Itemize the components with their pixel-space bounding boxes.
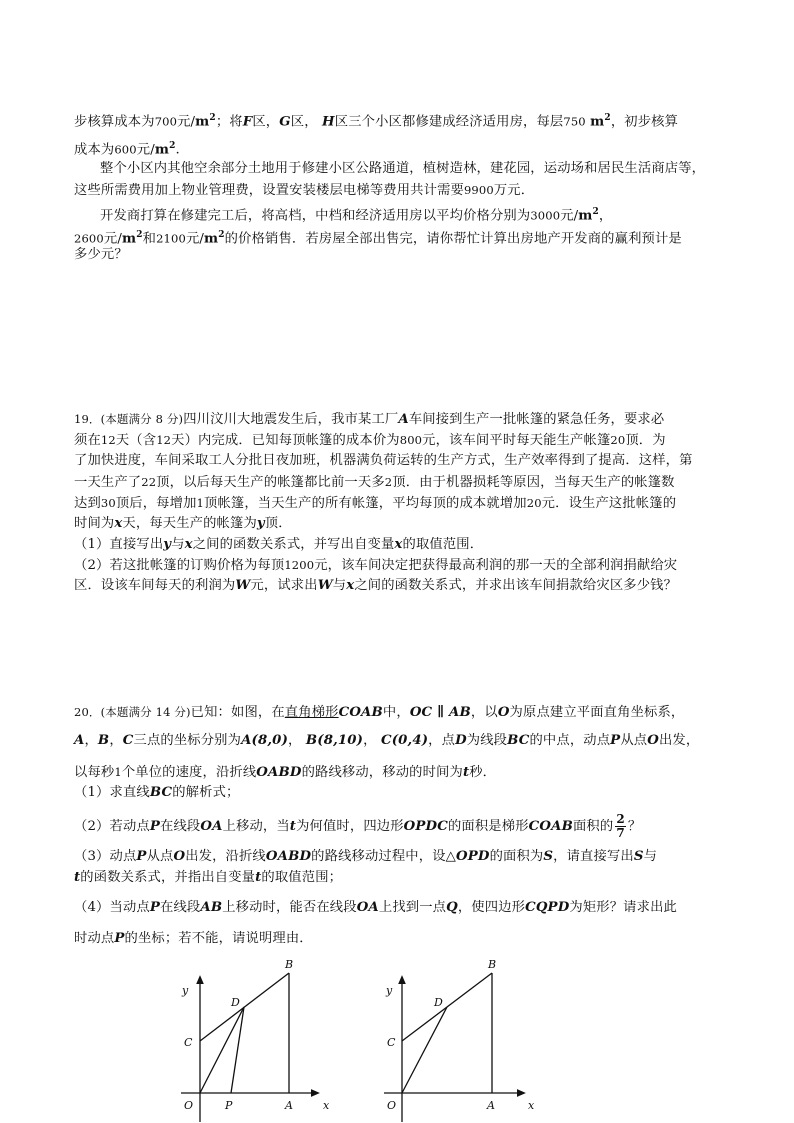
- p18-line-5: 开发商打算在修建完工后，将高档，中档和经济适用房以平均价格分别为3000元$/m^2$，: [100, 207, 613, 224]
- label-D: D: [434, 996, 443, 1009]
- p18-line-3: 整个小区内其他空余部分土地用于修建小区公路通道，植树造林，建花园，运动场和居民生活商店等，: [100, 161, 706, 176]
- p20-question-2: （2）若动点P在线段OA上移动，当t为何值时，四边形OPDC的面积是梯形COAB面积的 $\frac{2}{7}$ ？: [74, 812, 642, 840]
- segment-OD: [402, 1007, 447, 1093]
- label-y: y: [182, 984, 189, 997]
- p18-line-7: 多少元？: [74, 247, 128, 262]
- p19-line-6: 时间为x天，每天生产的帐篷为y顶．: [74, 516, 292, 531]
- label-A: A: [285, 1099, 293, 1112]
- fraction-two-sevenths: $\frac{2}{7}$: [616, 812, 625, 840]
- p18-line-2: 成本为600元$/m^2$.: [74, 141, 180, 158]
- p18-line-1: 步核算成本为700元$/m^2$；将F区，G区， H区三个小区都修建成经济适用房，每层750 $m^2$，初步核算: [74, 113, 679, 130]
- p19-line-3: 了加快进度，车间采取工人分批日夜加班，机器满负荷运转的生产方式，生产效率得到了提高．这样，第: [74, 453, 693, 468]
- p19-question-1: （1）直接写出y与x之间的函数关系式，并写出自变量x的取值范围．: [74, 537, 484, 552]
- p19-line-5: 达到30顶后，每增加1顶帐篷，当天生产的所有帐篷，平均每顶的成本就增加20元．设生产这批帐篷的: [74, 496, 677, 511]
- label-D: D: [231, 996, 240, 1009]
- p20-question-1: （1）求直线BC的解析式；: [74, 785, 240, 800]
- p19-line-4: 一天生产了22顶，以后每天生产的帐篷都比前一天多2顶．由于机器损耗等原因，当每天生产的帐篷数: [74, 475, 675, 490]
- label-y: y: [386, 984, 393, 997]
- label-P: P: [225, 1099, 233, 1112]
- p20-line-1: 20．(本题满分 14 分)已知：如图，在直角梯形COAB中，OC ∥ AB，以O为原点建立平面直角坐标系，: [74, 705, 685, 720]
- p20-question-3: （3）动点P从点O出发，沿折线OABD的路线移动过程中，设△OPD的面积为S，请直接写出S与: [74, 849, 658, 864]
- p20-line-2: A，B，C三点的坐标分别为A(8,0)， B(8,10)， C(0,4)，点D为线段BC的中点，动点P从点O出发，: [74, 733, 700, 748]
- label-O: O: [387, 1099, 397, 1112]
- label-B: B: [285, 958, 294, 971]
- label-C: C: [184, 1036, 193, 1049]
- label-O: O: [184, 1099, 194, 1112]
- label-x: x: [323, 1099, 330, 1112]
- p20-question-4-cont: 时动点P的坐标；若不能，请说明理由．: [74, 931, 313, 946]
- label-x: x: [528, 1099, 535, 1112]
- p18-line-4: 这些所需费用加上物业管理费，设置安装楼层电梯等费用共计需要9900万元．: [74, 183, 535, 198]
- label-A: A: [487, 1099, 495, 1112]
- p19-line-1: 19．(本题满分 8 分)四川汶川大地震发生后，我市某工厂A车间接到生产一批帐篷的紧急任务，要求必: [74, 412, 665, 427]
- p19-line-2: 须在12天（含12天）内完成．已知每顶帐篷的成本价为800元，该车间平时每天能生产帐篷20顶．为: [74, 433, 666, 448]
- p20-line-3: 以每秒1个单位的速度，沿折线OABD的路线移动，移动的时间为t秒．: [74, 765, 497, 780]
- p18-line-6: 2600元$/m^2$和2100元$/m^2$的价格销售．若房屋全部出售完，请你帮忙计算出房地产开发商的赢利预计是: [74, 230, 682, 247]
- p20-question-3-cont: t的函数关系式，并指出自变量t的取值范围；: [74, 870, 343, 885]
- p20-question-4: （4）当动点P在线段AB上移动时，能否在线段OA上找到一点Q，使四边形CQPD为矩形？请求出此: [74, 900, 677, 915]
- label-C: C: [387, 1036, 396, 1049]
- p19-question-2: （2）若这批帐篷的订购价格为每顶1200元，该车间决定把获得最高利润的那一天的全部利润捐献给灾: [74, 558, 678, 573]
- segment-CB: [200, 973, 289, 1041]
- label-B: B: [488, 958, 497, 971]
- p19-question-2-cont: 区．设该车间每天的利润为W元，试求出W与x之间的函数关系式，并求出该车间捐款给灾区多少钱？: [74, 578, 678, 593]
- figure-right: [380, 955, 545, 1123]
- figure-left: [176, 955, 341, 1123]
